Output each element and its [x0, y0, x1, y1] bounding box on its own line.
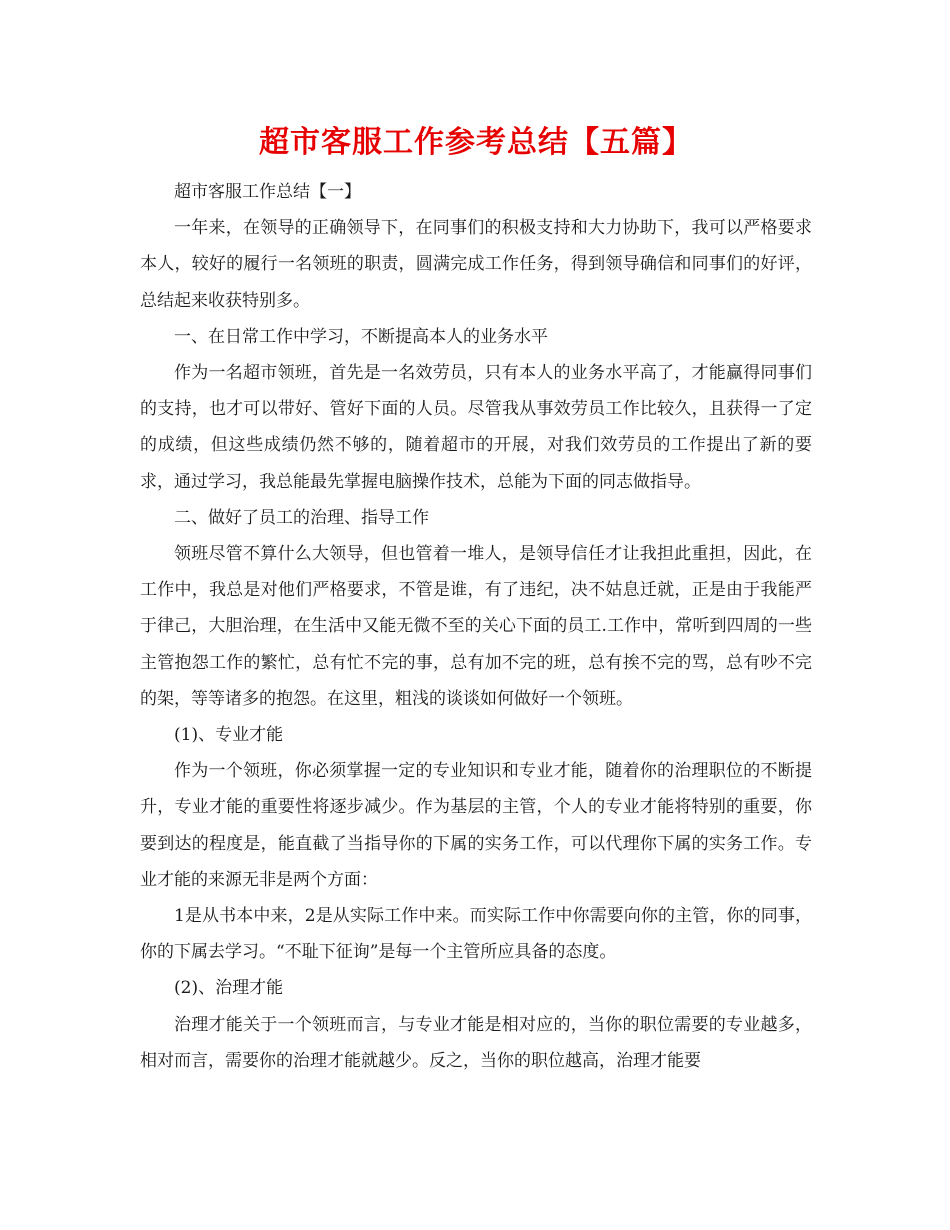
paragraph-intro: 一年来，在领导的正确领导下，在同事们的积极支持和大力协助下，我可以严格要求本人，较好的履行一名领班的职责，圆满完成工作任务，得到领导确信和同事们的好评，总结起来收获特别多。	[140, 218, 812, 311]
paragraph-management: 领班尽管不算什么大领导，但也管着一堆人，是领导信任才让我担此重担，因此，在工作中，我总是对他们严格要求，不管是谁，有了违纪，决不姑息迁就，正是由于我能严于律己，大胆治理，在生活中又能无微不至的关心下面的员工.工作中，常听到四周的一些主管抱怨工作的繁忙，总有忙不完的事，总有加不完的班，总有挨不完的骂，总有吵不完的架，等等诸多的抱怨。在这里，粗浅的谈谈如何做好一个领班。	[140, 544, 812, 709]
paragraph-ability-sources: 1是从书本中来，2是从实际工作中来。而实际工作中你需要向你的主管，你的同事，你的下属去学习。“不耻下征询”是每一个主管所应具备的态度。	[140, 906, 812, 963]
subheading-professional-ability: (1)、专业才能	[174, 725, 284, 746]
document-page	[140, 118, 812, 1079]
paragraph-management-ability: 治理才能关于一个领班而言，与专业才能是相对应的，当你的职位需要的专业越多，相对而言，需要你的治理才能就越少。反之，当你的职位越高，治理才能要	[140, 1014, 812, 1071]
document-title: 超市客服工作参考总结【五篇】	[259, 125, 693, 160]
subheading-management-ability: (2)、治理才能	[174, 978, 284, 999]
section-heading-part-1: 超市客服工作总结【一】	[174, 182, 361, 202]
section-heading-learning: 一、在日常工作中学习，不断提高本人的业务水平	[174, 326, 548, 347]
paragraph-professional-ability: 作为一个领班，你必须掌握一定的专业知识和专业才能，随着你的治理职位的不断提升，专业才能的重要性将逐步减少。作为基层的主管，个人的专业才能将特别的重要，你要到达的程度是，能直截了当指导你的下属的实务工作，可以代理你下属的实务工作。专业才能的来源无非是两个方面：	[140, 761, 812, 890]
paragraph-learning: 作为一名超市领班，首先是一名效劳员，只有本人的业务水平高了，才能赢得同事们的支持，也才可以带好、管好下面的人员。尽管我从事效劳员工作比较久，且获得一了定的成绩，但这些成绩仍然不够的，随着超市的开展，对我们效劳员的工作提出了新的要求，通过学习，我总能最先掌握电脑操作技术，总能为下面的同志做指导。	[140, 363, 812, 492]
section-heading-management: 二、做好了员工的治理、指导工作	[174, 507, 429, 528]
